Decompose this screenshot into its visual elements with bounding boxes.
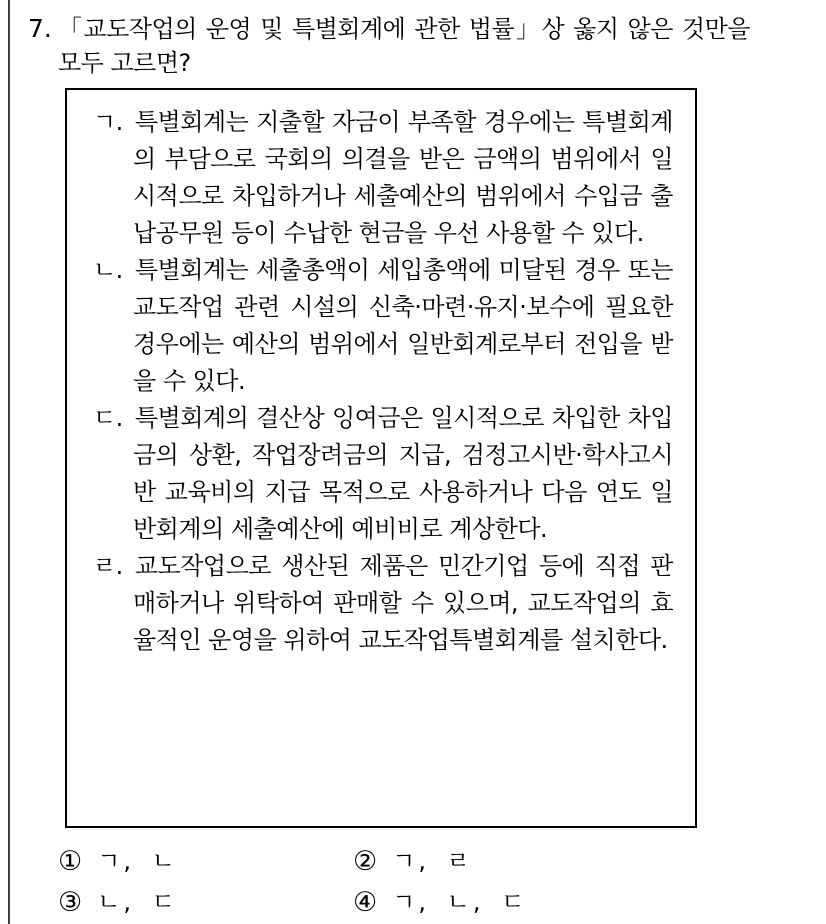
answer-items-box bbox=[65, 88, 697, 828]
item-marker-r: ㄹ. bbox=[93, 552, 123, 580]
choice-4-text: ㄱ, ㄴ, ㄷ bbox=[392, 888, 528, 916]
box-item-r bbox=[93, 548, 673, 659]
question-text: 「교도작업의 운영 및 특별회계에 관한 법률」상 옳지 않은 것만을 모두 고르면? bbox=[58, 15, 750, 77]
box-item-d bbox=[93, 400, 673, 548]
item-text-r: 교도작업으로 생산된 제품은 민간기업 등에 직접 판매하거나 위탁하여 판매할 수 있으며, 교도작업의 효율적인 운영을 위하여 교도작업특별회계를 설치한다. bbox=[133, 552, 673, 654]
question-number: 7. bbox=[28, 14, 52, 43]
question-header bbox=[28, 12, 750, 80]
choice-3-text: ㄴ, ㄷ bbox=[97, 888, 178, 916]
item-text-d: 특별회계의 결산상 잉여금은 일시적으로 차입한 차입금의 상환, 작업장려금의 지급, 검정고시반·학사고시반 교육비의 지급 목적으로 사용하거나 다음 연도 일반회계의 세출예산에 예비비로 계상한다. bbox=[133, 404, 673, 543]
column-divider-rule bbox=[8, 0, 10, 924]
item-marker-d: ㄷ. bbox=[93, 404, 123, 432]
choices-grid bbox=[58, 847, 768, 917]
choice-option-4[interactable] bbox=[353, 888, 768, 917]
choice-2-number: ② bbox=[353, 846, 378, 877]
item-marker-n: ㄴ. bbox=[93, 256, 123, 284]
item-marker-g: ㄱ. bbox=[93, 108, 123, 136]
choice-1-number: ① bbox=[58, 846, 83, 877]
item-text-n: 특별회계는 세출총액이 세입총액에 미달된 경우 또는 교도작업 관련 시설의 신축·마련·유지·보수에 필요한 경우에는 예산의 범위에서 일반회계로부터 전입을 받을 수 있다. bbox=[133, 256, 673, 395]
box-item-n bbox=[93, 252, 673, 400]
choice-1-text: ㄱ, ㄴ bbox=[97, 847, 178, 875]
choice-option-1[interactable] bbox=[58, 847, 353, 876]
box-item-g bbox=[93, 104, 673, 252]
choice-2-text: ㄱ, ㄹ bbox=[392, 847, 473, 875]
item-text-g: 특별회계는 지출할 자금이 부족할 경우에는 특별회계의 부담으로 국회의 의결을 받은 금액의 범위에서 일시적으로 차입하거나 세출예산의 범위에서 수입금 출납공무원 등이 수납한 현금을 우선 사용할 수 있다. bbox=[133, 108, 673, 247]
choice-4-number: ④ bbox=[353, 887, 378, 918]
choice-option-3[interactable] bbox=[58, 888, 353, 917]
choice-option-2[interactable] bbox=[353, 847, 768, 876]
choice-3-number: ③ bbox=[58, 887, 83, 918]
